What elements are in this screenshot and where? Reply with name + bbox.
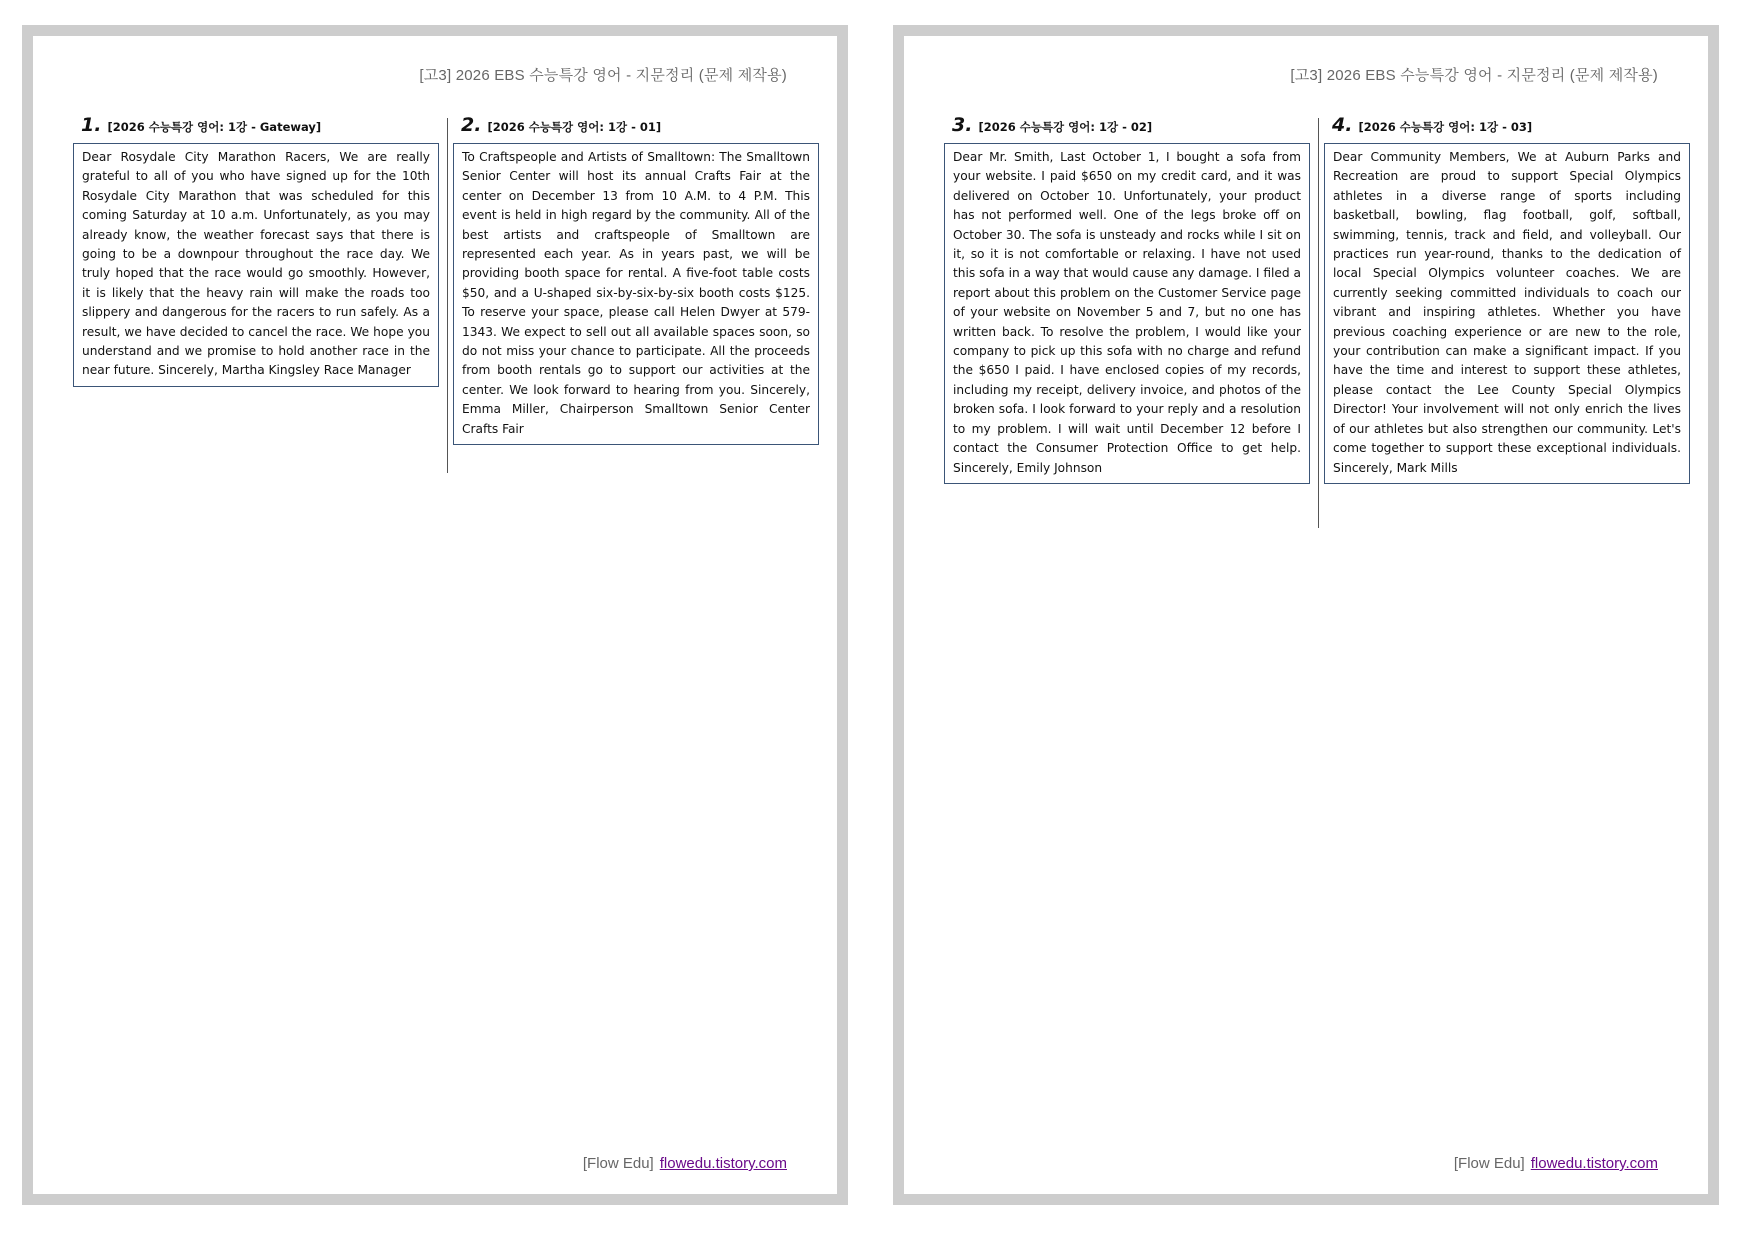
page-header: [고3] 2026 EBS 수능특강 영어 - 지문정리 (문제 제작용) xyxy=(419,67,787,84)
footer-link[interactable]: flowedu.tistory.com xyxy=(659,1155,787,1172)
question-source: [2026 수능특강 영어: 1강 - Gateway] xyxy=(107,120,322,134)
column-divider xyxy=(447,118,448,473)
page-header: [고3] 2026 EBS 수능특강 영어 - 지문정리 (문제 제작용) xyxy=(1290,67,1658,84)
document-page-left xyxy=(22,25,848,1205)
question-source: [2026 수능특강 영어: 1강 - 01] xyxy=(487,120,662,134)
question-source: [2026 수능특강 영어: 1강 - 03] xyxy=(1358,120,1533,134)
passage-box xyxy=(73,143,439,387)
page-footer xyxy=(583,1155,787,1172)
passage-box xyxy=(1324,143,1690,484)
passage-text: To Craftspeople and Artists of Smalltown: The Smalltown Senior Center will host its annual Crafts Fair at the center on December 13 from 10 A.M. to 4 P.M. This event is held in high regard by the community. All of the best artists and craftspeople of Smalltown are represented each year. As in years past, we will be providing booth space for rental. A five-foot table costs $50, and a U-shaped six-by-six-by-six booth costs $125. To reserve your space, please call Helen Dwyer at 579-1343. We expect to sell out all available spaces soon, so do not miss your chance to participate. All the proceeds from booth rentals go to support our activities at the center. We look forward to hearing from you. Sincerely, Emma Miller, Chairperson Smalltown Senior Center Crafts Fair xyxy=(462,150,810,436)
question-heading xyxy=(73,114,439,139)
passage-text: Dear Rosydale City Marathon Racers, We are really grateful to all of you who have signed up for the 10th Rosydale City Marathon that was scheduled for this coming Saturday at 10 a.m. Unfortunately, as you may already know, the weather forecast says that there is going to be a downpour throughout the race day. We truly hoped that the race would go smoothly. However, it is likely that the heavy rain will make the roads too slippery and dangerous for the racers to run safely. As a result, we have decided to cancel the race. We hope you understand and we promise to hold another race in the near future. Sincerely, Martha Kingsley Race Manager xyxy=(82,150,430,378)
page-footer xyxy=(1454,1155,1658,1172)
passage-text: Dear Mr. Smith, Last October 1, I bought a sofa from your website. I paid $650 on my credit card, and it was delivered on October 10. Unfortunately, your product has not performed well. One of the legs broke off on October 30. The sofa is unsteady and rocks while I sit on it, so it is not comfortable or relaxing. I have not used this sofa in a way that would cause any damage. I filed a report about this problem on the Customer Service page of your website on November 5 and 7, but no one has written back. To resolve the problem, I would like your company to pick up this sofa with no charge and refund the $650 I paid. I have enclosed copies of my records, including my receipt, delivery invoice, and photos of the broken sofa. I look forward to your reply and a resolution to my problem. I will wait until December 12 before I contact the Consumer Protection Office to get help. Sincerely, Emily Johnson xyxy=(953,150,1301,475)
question-3 xyxy=(944,114,1310,484)
question-1 xyxy=(73,114,439,387)
question-2 xyxy=(453,114,819,445)
question-heading xyxy=(1324,114,1690,139)
question-4 xyxy=(1324,114,1690,484)
passage-box xyxy=(944,143,1310,484)
question-number: 3. xyxy=(952,114,973,136)
question-heading xyxy=(453,114,819,139)
passage-box xyxy=(453,143,819,445)
question-heading xyxy=(944,114,1310,139)
document-page-right xyxy=(893,25,1719,1205)
footer-label: [Flow Edu] xyxy=(1453,1155,1525,1172)
question-number: 4. xyxy=(1332,114,1353,136)
question-number: 1. xyxy=(81,114,102,136)
question-source: [2026 수능특강 영어: 1강 - 02] xyxy=(978,120,1153,134)
footer-label: [Flow Edu] xyxy=(582,1155,654,1172)
footer-link[interactable]: flowedu.tistory.com xyxy=(1530,1155,1658,1172)
column-divider xyxy=(1318,118,1319,528)
question-number: 2. xyxy=(461,114,482,136)
passage-text: Dear Community Members, We at Auburn Parks and Recreation are proud to support Special Olympics athletes in a diverse range of sports including basketball, bowling, flag football, golf, softball, swimming, tennis, track and field, and volleyball. Our practices run year-round, thanks to the dedication of local Special Olympics volunteer coaches. We are currently seeking committed individuals to coach our vibrant and inspiring athletes. Whether you have previous coaching experience or are new to the role, your contribution can make a significant impact. If you have the time and interest to support these athletes, please contact the Lee County Special Olympics Director! Your involvement will not only enrich the lives of our athletes but also strengthen our community. Let's come together to support these exceptional individuals. Sincerely, Mark Mills xyxy=(1333,150,1681,475)
